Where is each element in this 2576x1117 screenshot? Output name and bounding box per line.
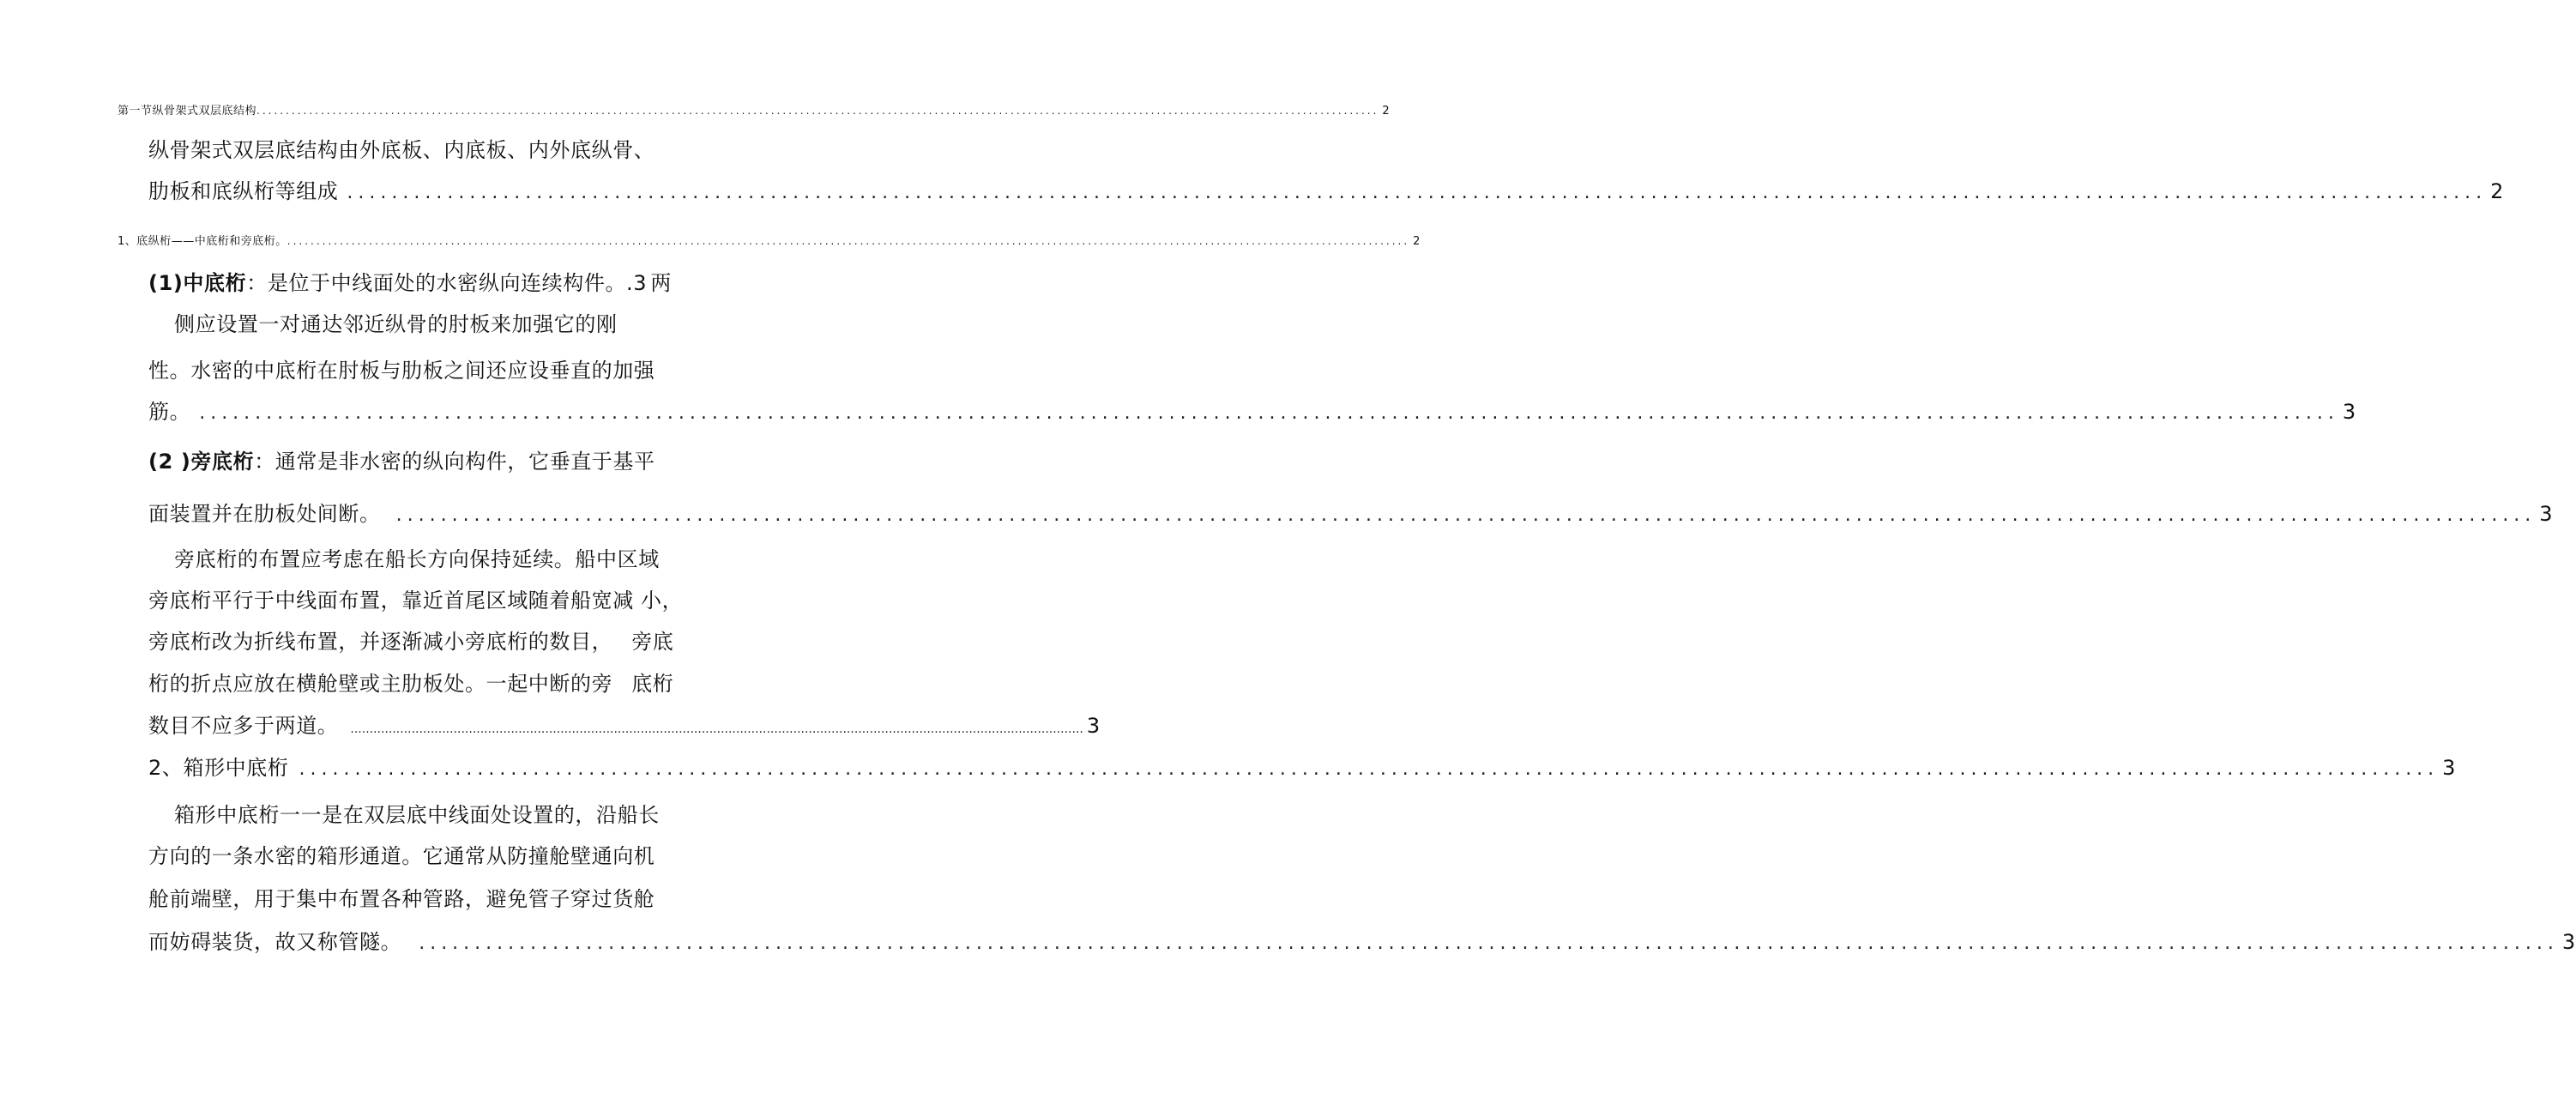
toc-entry — [174, 307, 618, 337]
page-number: 2 — [2490, 179, 2504, 203]
toc-entry-title: 1、底纵桁——中底桁和旁底桁。 — [118, 235, 287, 248]
toc-entry-title: 筋。 — [148, 400, 191, 424]
toc-entry-tail: 两 — [650, 271, 672, 295]
toc-entry — [148, 667, 673, 697]
dot-leader: ................................................................................................................................................................................................ — [287, 235, 1410, 247]
toc-entry[interactable] — [148, 709, 1101, 739]
dot-leader: ................................................................................................................................................................................................ — [347, 182, 2488, 203]
toc-entry-title: 侧应设置一对通达邻近纵骨的肘板来加强它的刚 — [174, 312, 618, 336]
toc-entry-title: 纵骨架式双层底结构由外底板、内底板、内外底纵骨、 — [148, 138, 655, 162]
toc-entry[interactable] — [148, 395, 2356, 425]
dot-leader: ................................................................................................................................................................................................ — [395, 504, 2537, 526]
toc-entry — [148, 133, 663, 163]
toc-entry-title: ：通常是非水密的纵向构件，它垂直于基平 — [254, 450, 655, 474]
dot-leader: ................................................................................................................................................................................................ — [299, 758, 2440, 780]
toc-entry — [148, 839, 655, 869]
toc-entry-title: 2、箱形中底桁 — [148, 756, 289, 780]
toc-entry — [148, 882, 655, 912]
toc-entry-title: 桁的折点应放在横舱壁或主肋板处。一起中断的旁 — [148, 672, 613, 696]
toc-entry — [148, 625, 673, 655]
toc-entry[interactable] — [148, 751, 2457, 781]
toc-entry[interactable] — [118, 101, 1391, 118]
page-number: 2 — [1413, 235, 1421, 248]
dot-leader: ................................................................................................................................................................................................ — [199, 402, 2339, 424]
toc-entry-title: 肋板和底纵桁等组成 — [148, 179, 339, 203]
page-number: 3 — [2442, 756, 2457, 780]
toc-entry-title: 性。水密的中底桁在肘板与肋板之间还应设垂直的加强 — [148, 359, 655, 383]
toc-entry-title: 面装置并在肋板处间断。 — [148, 502, 381, 526]
toc-entry[interactable] — [148, 266, 672, 296]
toc-entry-title: 箱形中底桁一一是在双层底中线面处设置的，沿船长 — [174, 803, 660, 827]
toc-entry — [174, 542, 660, 572]
dot-leader: ................................................................................................................................................................................................ — [256, 105, 1379, 117]
toc-entry-title: 第一节纵骨架式双层底结构 — [118, 105, 257, 118]
toc-entry[interactable] — [118, 232, 1421, 248]
toc-entry-title: 旁底桁平行于中线面布置，靠近首尾区域随着船宽减 小， — [148, 589, 684, 613]
toc-entry-tail: 旁底 — [631, 630, 674, 654]
page-number: 3 — [1086, 714, 1101, 738]
entry-label: (2 )旁底桁 — [148, 450, 255, 474]
toc-entry[interactable] — [148, 174, 2504, 204]
toc-entry-title: 旁底桁的布置应考虑在船长方向保持延续。船中区域 — [174, 547, 660, 571]
toc-entry-tail: 底桁 — [631, 672, 674, 696]
toc-entry-title: 方向的一条水密的箱形通道。它通常从防撞舱壁通向机 — [148, 844, 655, 868]
toc-entry — [148, 583, 683, 613]
toc-entry — [174, 798, 660, 828]
dot-leader: ................................................................................................................................................................................................ — [419, 933, 2559, 954]
page-number: 3 — [2342, 400, 2356, 424]
entry-label: (1)中底桁 — [148, 271, 247, 295]
toc-entry-title: 旁底桁改为折线布置，并逐渐减小旁底桁的数目， — [148, 630, 613, 654]
page-number: 2 — [1382, 105, 1391, 118]
toc-entry-title: 而妨碍装货，故又称管隧。 — [148, 930, 402, 954]
toc-entry-title: ：是位于中线面处的水密纵向连续构件。.3 — [246, 271, 648, 295]
toc-entry-title: 数目不应多于两道。 — [148, 714, 339, 738]
toc-entry[interactable] — [148, 925, 2576, 955]
dot-leader: ................................................................................................................................................................................................ — [350, 722, 1083, 736]
page-number: 3 — [2539, 502, 2554, 526]
toc-entry — [148, 444, 655, 474]
toc-entry — [148, 353, 655, 383]
page-number: 3 — [2561, 930, 2576, 954]
toc-entry-title: 舱前端壁，用于集中布置各种管路，避免管子穿过货舱 — [148, 887, 655, 911]
toc-entry[interactable] — [148, 497, 2554, 527]
